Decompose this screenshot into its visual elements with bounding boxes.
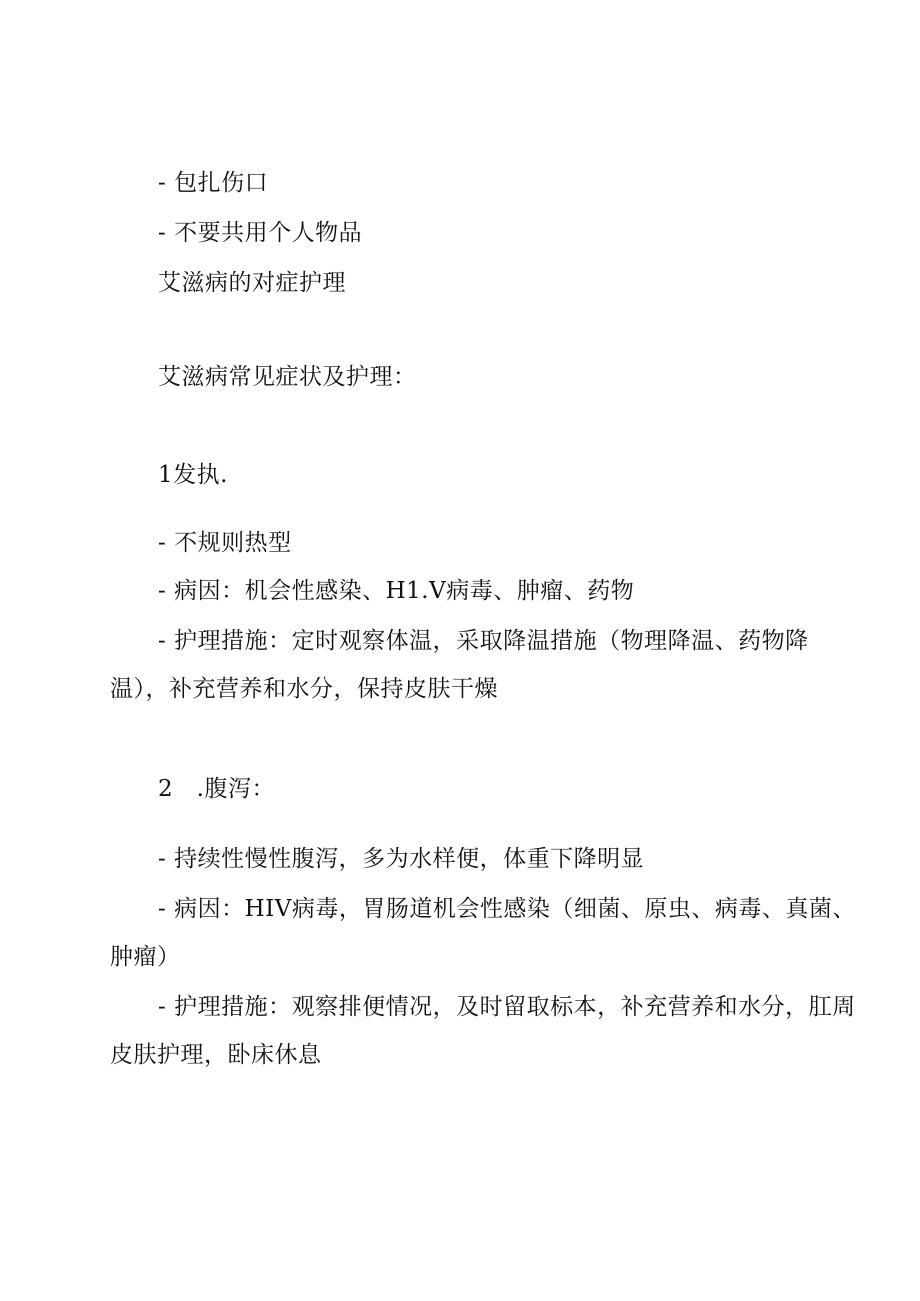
- bullet-fever-cause: - 病因：机会性感染、H1.V病毒、肿瘤、药物: [158, 578, 635, 604]
- bullet-diarrhea-cause: - 病因：HIV病毒，胃肠道机会性感染（细菌、原虫、病毒、真菌、: [158, 896, 856, 922]
- subheading-common-symptoms: 艾滋病常见症状及护理：: [158, 364, 417, 390]
- bullet-fever-type: - 不规则热型: [158, 530, 292, 556]
- bullet-diarrhea-care: - 护理措施：观察排便情况，及时留取标本，补充营养和水分，肛周: [158, 994, 856, 1020]
- bullet-bandage-wound: - 包扎伤口: [158, 170, 269, 196]
- item-heading-fever: 1发执.: [158, 462, 228, 488]
- section-heading-symptomatic-care: 艾滋病的对症护理: [158, 270, 346, 296]
- bullet-diarrhea-cause-continued: 肿瘤）: [110, 944, 181, 970]
- bullet-fever-care: - 护理措施：定时观察体温，采取降温措施（物理降温、药物降: [158, 628, 809, 654]
- bullet-no-sharing-items: - 不要共用个人物品: [158, 220, 363, 246]
- item-heading-diarrhea: 2 .腹泻：: [158, 776, 275, 802]
- bullet-diarrhea-care-continued: 皮肤护理，卧床休息: [110, 1042, 322, 1068]
- bullet-fever-care-continued: 温），补充营养和水分，保持皮肤干燥: [110, 676, 498, 702]
- bullet-diarrhea-description: - 持续性慢性腹泻，多为水样便，体重下降明显: [158, 846, 645, 872]
